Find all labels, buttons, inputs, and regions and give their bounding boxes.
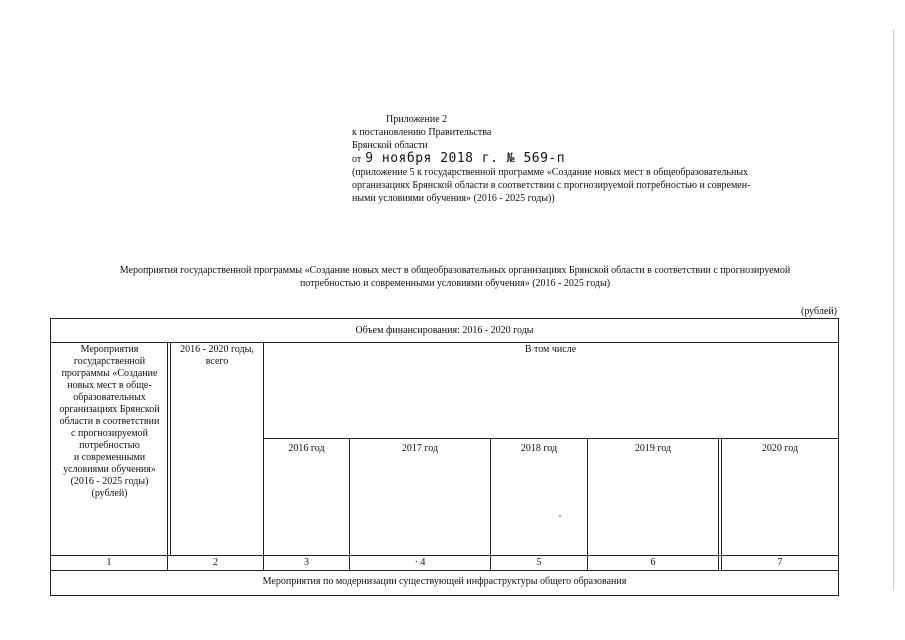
- col1-header-line: области в соответствии: [59, 416, 160, 427]
- col-number-2: 2: [213, 557, 218, 568]
- col-number-4: · 4: [414, 557, 426, 568]
- col1-header-line: организациях Брянской: [59, 404, 160, 415]
- col1-header-line: и современными: [73, 452, 146, 463]
- document-title-line-1: Мероприятия государственной программы «Создание новых мест в общеобразовательных организациях Брянской области в соответствии с прогнозируемой: [119, 265, 791, 276]
- col1-header-line: (2016 - 2025 годы): [70, 476, 149, 487]
- section-title: Мероприятия по модернизации существующей инфраструктуры общего образования: [262, 576, 627, 587]
- document-title: [60, 264, 850, 290]
- appendix-note-2: организациях Брянской области в соответствии с прогнозируемой потребностью и современ-: [352, 180, 751, 191]
- financing-table: [50, 318, 839, 596]
- col1-header-line: программы «Создание: [61, 368, 158, 379]
- col1-header-line: условиями обучения»: [63, 464, 156, 475]
- year-header-2017: 2017 год: [401, 443, 439, 454]
- year-header-2019: 2019 год: [634, 443, 672, 454]
- year-header-2016: 2016 год: [288, 443, 325, 454]
- appendix-note-1: (приложение 5 к государственной программе «Создание новых мест в общеобразовательных: [352, 167, 749, 178]
- col1-header-line: новых мест в обще-: [67, 380, 152, 391]
- col1-header: [51, 344, 168, 556]
- col-number-6: 6: [650, 557, 656, 568]
- col2-header-line: всего: [205, 356, 229, 367]
- scan-edge-line: [893, 30, 894, 590]
- appendix-line-2: Брянской области: [352, 140, 428, 151]
- units-label: (рублей): [800, 306, 837, 317]
- document-title-line-2: потребностью и современными условиями обучения» (2016 - 2025 годы): [299, 278, 611, 289]
- col1-header-line: с прогнозируемой: [71, 428, 148, 439]
- col2-header-line: 2016 - 2020 годы,: [180, 344, 254, 355]
- table-top-header: Объем финансирования: 2016 - 2020 годы: [355, 325, 534, 336]
- date-prefix: от: [352, 154, 362, 165]
- appendix-note-3: ными условиями обучения» (2016 - 2025 годы)): [352, 193, 555, 204]
- col1-header-line: потребностью: [79, 440, 140, 451]
- appendix-block: [352, 113, 750, 205]
- col1-header-line: Мероприятия: [80, 344, 139, 355]
- col2-header: [171, 344, 263, 384]
- year-header-2018: 2018 год: [520, 443, 558, 454]
- col-number-7: 7: [777, 557, 783, 568]
- col1-header-line: (рублей): [91, 488, 128, 499]
- appendix-line-1: к постановлению Правительства: [352, 127, 492, 138]
- appendix-date-line: [352, 152, 750, 166]
- year-header-2020: 2020 год: [761, 443, 799, 454]
- incl-header: В том числе: [524, 344, 577, 355]
- col1-header-line: государственной: [73, 356, 146, 367]
- appendix-title: Приложение 2: [386, 114, 448, 125]
- col-number-1: 1: [106, 557, 112, 568]
- handwritten-date: 9 ноября 2018 г. № 569-п: [365, 151, 566, 166]
- col-number-5: 5: [536, 557, 542, 568]
- col1-header-line: образовательных: [73, 392, 146, 403]
- col-number-3: 3: [304, 557, 309, 568]
